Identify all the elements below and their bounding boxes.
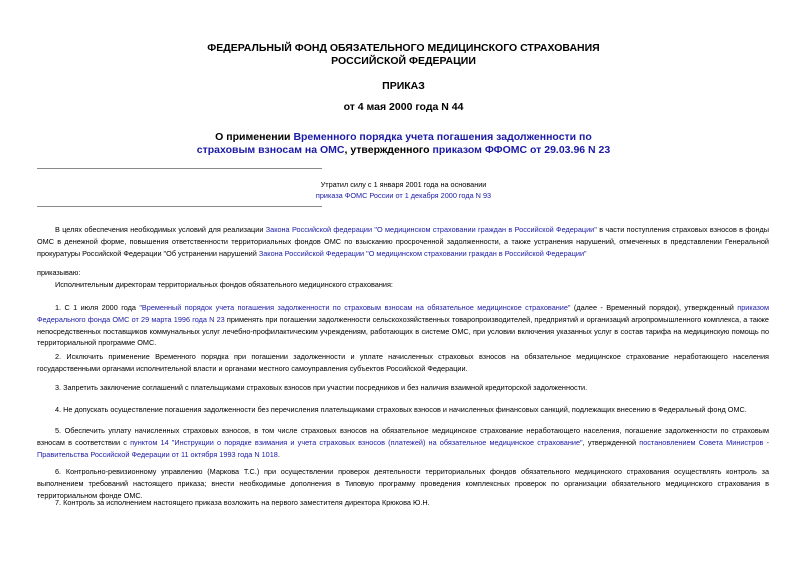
- item-5-text-b: , утвержденной: [582, 437, 640, 447]
- preamble-paragraph: [37, 224, 769, 259]
- title-link-temporary-order-cont[interactable]: страховым взносам на ОМС: [196, 144, 345, 156]
- title-link-order-ffoms[interactable]: приказом ФФОМС от 29.03.96 N 23: [432, 144, 611, 156]
- divider-bottom: [37, 206, 322, 207]
- preamble-link-law-2[interactable]: Закона Российской Федерации "О медицинском страховании граждан в Российской Федерации": [258, 248, 587, 258]
- item-4-text: 4. Не допускать осуществление погашения задолженности без перечисления плательщиками страховых взносов и начисленных финансовых санкций, подлежащих внесению в Федеральный фонд ОМС.: [55, 405, 747, 414]
- item-6-text: 6. Контрольно-ревизионному управлению (Маркова Т.С.) при осуществлении проверок деятельности территориальных фондов обязательного медицинского страхования осуществлять контроль за выполнением требований настоящего приказа; внести необходимые дополнения в Типовую программу проведения комплексных проверок по организации обязательного медицинского страхования в территориальном фонде ОМС.: [37, 467, 769, 500]
- item-1-link-order[interactable]: приказом Федерального фонда ОМС от 29 марта 1996 года N 23: [37, 303, 770, 324]
- item-7: [37, 497, 769, 509]
- item-3: [37, 382, 769, 394]
- item-3-text: 3. Запретить заключение соглашений с плательщиками страховых взносов при участии посредников и без наличия взаимной кредиторской задолженности.: [55, 383, 588, 392]
- doc-date: от 4 мая 2000 года N 44: [343, 101, 464, 113]
- item-5-link-instruction[interactable]: пунктом 14 "Инструкции о порядке взимания и учета страховых взносов (платежей) на обязательное медицинское страхование": [130, 437, 583, 447]
- org-name-line2: РОССИЙСКОЙ ФЕДЕРАЦИИ: [331, 55, 476, 67]
- item-1-link-temporary-order[interactable]: "Временный порядок учета погашения задолженности по страховым взносам на обязательное медицинское страхование": [139, 303, 571, 312]
- item-5-text-a: 5. Обеспечить уплату начисленных страховых взносов, в том числе страховых взносов на обязательное медицинское страхование неработающего населения, погашение задолженности по страховым взносам в соответствии с: [37, 426, 769, 447]
- item-1: [37, 302, 769, 349]
- title-link-temporary-order[interactable]: Временного порядка учета погашения задолженности по: [293, 131, 592, 143]
- order-word: приказываю:: [37, 268, 81, 277]
- title-mid: , утвержденного: [344, 144, 433, 156]
- executors-line: Исполнительным директорам территориальных фондов обязательного медицинского страхования:: [55, 280, 393, 289]
- item-2-text: 2. Исключить применение Временного порядка при погашении задолженности и уплате начисленных страховых взносов на обязательное медицинское страхование неработающего населения государственными органами исполнительной власти и органами местного самоуправления субъектов Российской Федерации.: [37, 352, 769, 373]
- item-4: [37, 404, 769, 416]
- status-note-text: Утратил силу с 1 января 2001 года на основании: [320, 180, 487, 189]
- doc-type: ПРИКАЗ: [382, 80, 425, 92]
- title-prefix: О применении: [215, 131, 294, 143]
- divider-top: [37, 168, 322, 169]
- item-7-text: 7. Контроль за исполнением настоящего приказа возложить на первого заместителя директора Крюкова Ю.Н.: [55, 498, 430, 507]
- doc-title: [0, 131, 807, 157]
- item-1-text-c: применять при погашении задолженности сельскохозяйственных товаропроизводителей, предприятий и организаций агропромышленного комплекса, а также непосредственных поставщиков коммунальных услуг лечебно-профилактическим учреждениям, работающих в системе ОМС, при условии включения указанных услуг в состав тарифа на медицинскую помощь по территориальной программе ОМС.: [37, 314, 769, 348]
- item-5-link-resolution[interactable]: постановлением Совета Министров - Правительства Российской Федерации от 11 октября 1993 года N 1018: [37, 437, 770, 459]
- preamble-text-1: В целях обеспечения необходимых условий для реализации: [55, 225, 266, 234]
- preamble-text-2: в части поступления страховых взносов в фонды ОМС в денежной форме, повышения ответственности территориальных фондов ОМС по взысканию просроченной задолженности, а также устранения нарушений, отмеченных в представлении Генеральной прокуратуры Российской Федерации "Об устранении нарушений: [37, 225, 769, 258]
- item-1-text-b: (далее - Временный порядок), утвержденный: [570, 303, 738, 312]
- status-note-link[interactable]: приказа ФОМС России от 1 декабря 2000 года N 93: [315, 191, 492, 200]
- org-name-line1: ФЕДЕРАЛЬНЫЙ ФОНД ОБЯЗАТЕЛЬНОГО МЕДИЦИНСКОГО СТРАХОВАНИЯ: [207, 42, 600, 54]
- preamble-link-law[interactable]: Закона Российской федерации "О медицинском страховании граждан в Российской Федерации": [265, 225, 597, 234]
- item-2: [37, 351, 769, 375]
- item-5: [37, 425, 769, 460]
- item-1-text-a: 1. С 1 июля 2000 года: [55, 303, 140, 312]
- item-5-text-c: .: [277, 449, 280, 459]
